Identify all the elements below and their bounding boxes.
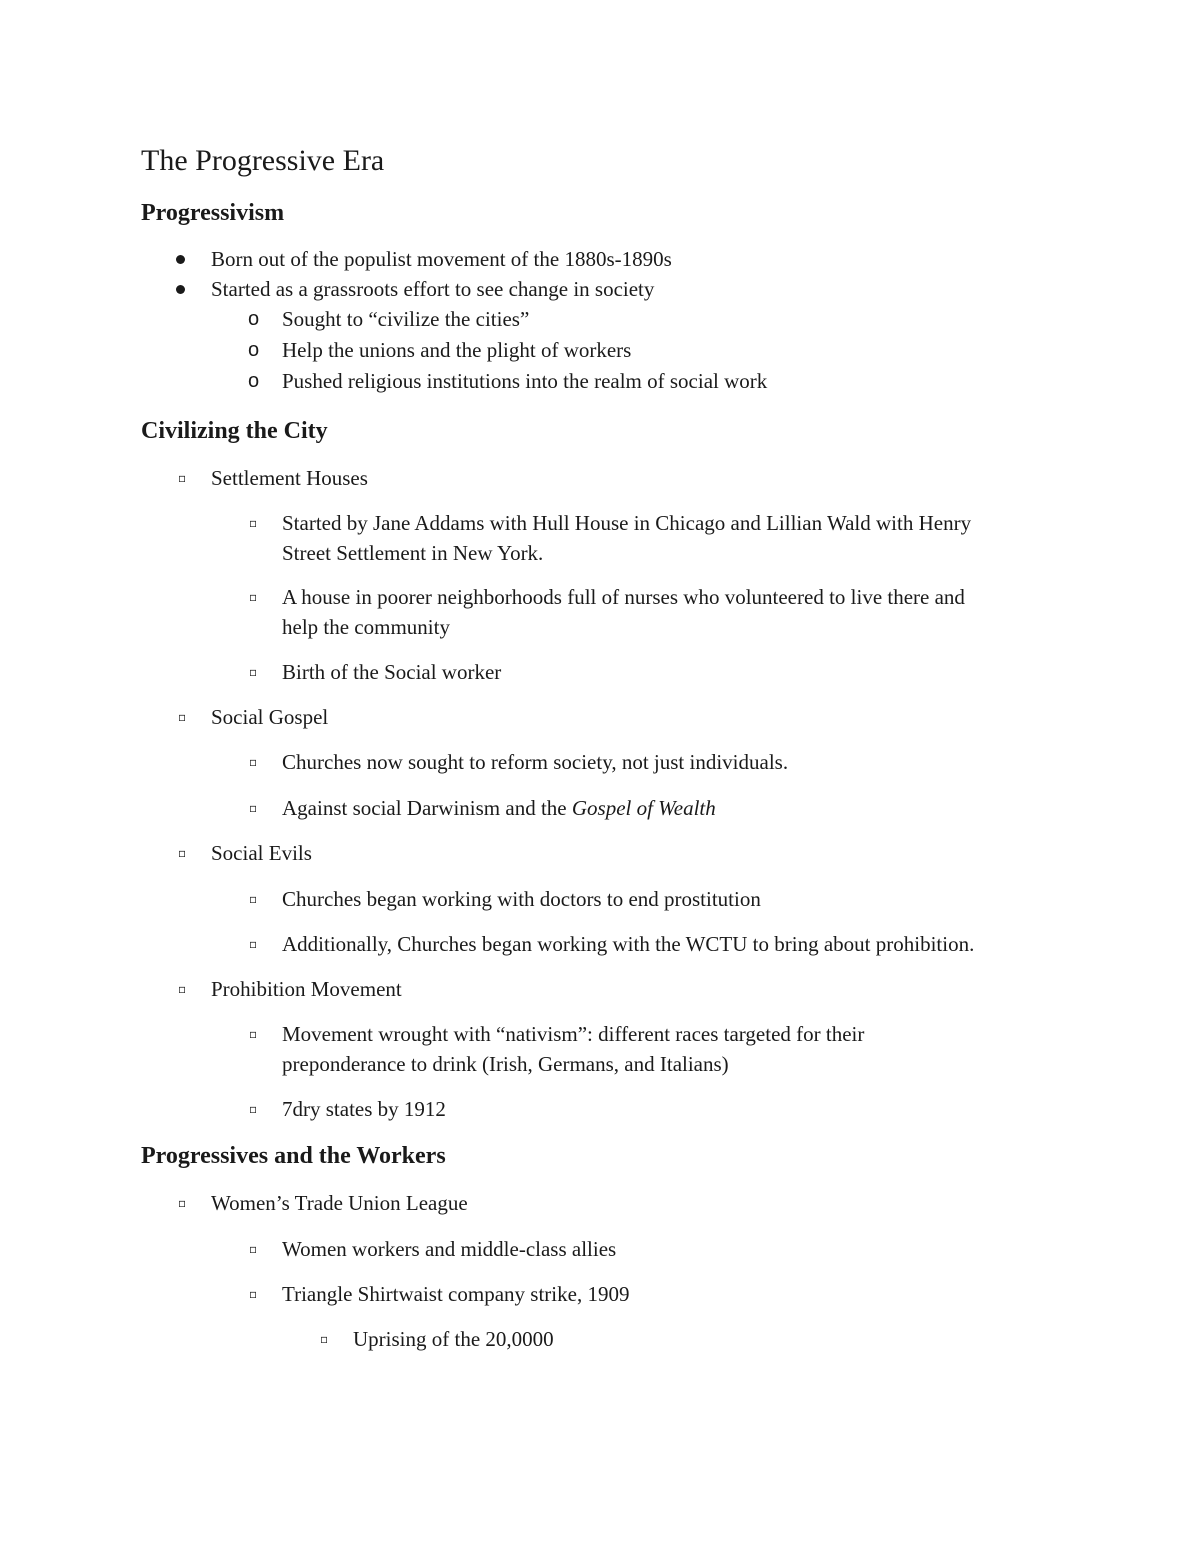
list-item: Movement wrought with “nativism”: different races targeted for their: [282, 1022, 865, 1046]
bullet-circle-icon: o: [248, 308, 260, 330]
list-item: Started by Jane Addams with Hull House in Chicago and Lillian Wald with Henry: [282, 511, 972, 535]
list-item: [282, 793, 716, 823]
bullet-square-icon: ▫: [249, 516, 258, 530]
list-item: Help the unions and the plight of workers: [282, 338, 632, 362]
list-item: Social Gospel: [211, 705, 329, 729]
bullet-disc-icon: [176, 285, 185, 294]
page-title: The Progressive Era: [141, 144, 385, 177]
bullet-square-icon: ▫: [249, 755, 258, 769]
bullet-square-icon: ▫: [249, 665, 258, 679]
list-item: Additionally, Churches began working with the WCTU to bring about prohibition.: [282, 932, 975, 956]
bullet-square-icon: ▫: [249, 892, 258, 906]
list-item: Churches began working with doctors to end prostitution: [282, 887, 761, 911]
bullet-square-icon: ▫: [249, 1287, 258, 1301]
list-item: Pushed religious institutions into the realm of social work: [282, 369, 768, 393]
list-item-continuation: preponderance to drink (Irish, Germans, and Italians): [282, 1052, 729, 1076]
list-item: Settlement Houses: [211, 466, 368, 490]
bullet-square-icon: ▫: [249, 937, 258, 951]
bullet-square-icon: ▫: [249, 1242, 258, 1256]
bullet-square-icon: ▫: [178, 710, 187, 724]
list-item: Started as a grassroots effort to see change in society: [211, 277, 655, 301]
list-item: Uprising of the 20,0000: [353, 1327, 554, 1351]
list-item: Triangle Shirtwaist company strike, 1909: [282, 1282, 630, 1306]
bullet-disc-icon: [176, 255, 185, 264]
list-item: Women workers and middle-class allies: [282, 1237, 617, 1261]
bullet-square-icon: ▫: [320, 1332, 329, 1346]
bullet-square-icon: ▫: [249, 801, 258, 815]
bullet-square-icon: ▫: [178, 982, 187, 996]
bullet-square-icon: ▫: [249, 590, 258, 604]
list-item: Birth of the Social worker: [282, 660, 502, 684]
list-item: Women’s Trade Union League: [211, 1191, 468, 1215]
list-item: 7dry states by 1912: [282, 1097, 446, 1121]
list-item: Sought to “civilize the cities”: [282, 307, 530, 331]
bullet-square-icon: ▫: [178, 471, 187, 485]
list-item-continuation: Street Settlement in New York.: [282, 541, 544, 565]
bullet-square-icon: ▫: [249, 1102, 258, 1116]
list-item: Born out of the populist movement of the 1880s-1890s: [211, 247, 672, 271]
list-item: Churches now sought to reform society, not just individuals.: [282, 750, 789, 774]
list-item-text: Against social Darwinism and the: [282, 796, 567, 820]
bullet-circle-icon: o: [248, 339, 260, 361]
section-heading-progressives-and-the-workers: Progressives and the Workers: [141, 1143, 446, 1169]
list-item: A house in poorer neighborhoods full of nurses who volunteered to live there and: [282, 585, 965, 609]
section-heading-civilizing-the-city: Civilizing the City: [141, 418, 328, 444]
list-item: Social Evils: [211, 841, 312, 865]
list-item-continuation: help the community: [282, 615, 450, 639]
list-item: Prohibition Movement: [211, 977, 402, 1001]
bullet-circle-icon: o: [248, 370, 260, 392]
book-title-italic: Gospel of Wealth: [571, 796, 716, 820]
bullet-square-icon: ▫: [249, 1027, 258, 1041]
section-heading-progressivism: Progressivism: [141, 200, 285, 226]
bullet-square-icon: ▫: [178, 1196, 187, 1210]
bullet-square-icon: ▫: [178, 846, 187, 860]
